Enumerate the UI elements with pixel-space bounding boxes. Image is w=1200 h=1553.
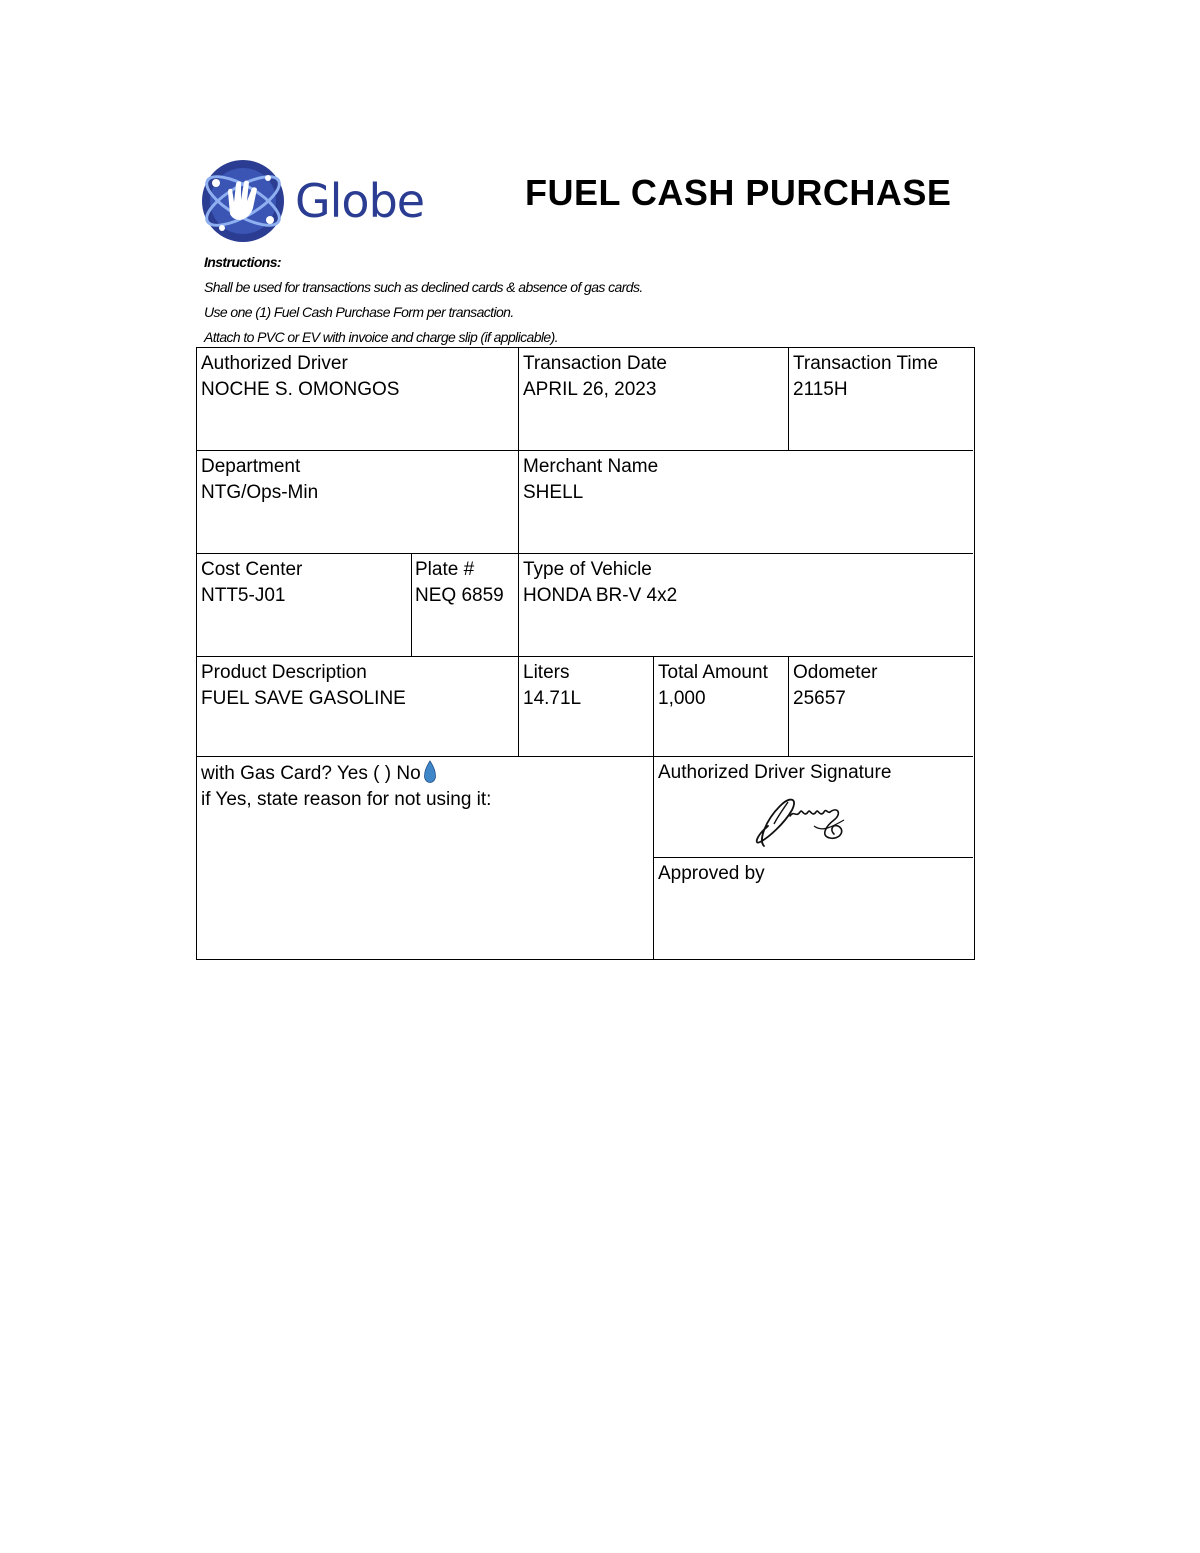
- gas-card-question-text: with Gas Card? Yes ( ) No: [201, 763, 421, 784]
- liters-cell: [519, 657, 654, 757]
- vehicle-type-value: HONDA BR-V 4x2: [523, 585, 678, 606]
- total-amount-cell: [654, 657, 789, 757]
- odometer-value: 25657: [793, 688, 846, 709]
- product-description-label: Product Description: [201, 662, 367, 683]
- transaction-date-label: Transaction Date: [523, 353, 667, 374]
- total-amount-label: Total Amount: [658, 662, 768, 683]
- department-cell: [197, 451, 519, 554]
- driver-signature-cell: [654, 757, 973, 858]
- instructions: [204, 250, 643, 350]
- gas-card-cell: [197, 757, 654, 959]
- globe-logo-text: Globe: [295, 174, 425, 228]
- department-value: NTG/Ops-Min: [201, 482, 319, 503]
- fuel-cash-purchase-form: [196, 347, 975, 960]
- transaction-date-cell: [519, 348, 789, 451]
- no-mark-icon: [424, 760, 436, 784]
- transaction-time-cell: [789, 348, 973, 451]
- vehicle-type-cell: [519, 554, 973, 657]
- instruction-line: Attach to PVC or EV with invoice and charge slip (if applicable).: [204, 329, 558, 345]
- authorized-driver-label: Authorized Driver: [201, 353, 348, 374]
- department-label: Department: [201, 456, 301, 477]
- product-description-value: FUEL SAVE GASOLINE: [201, 688, 406, 709]
- approved-by-cell: [654, 858, 973, 959]
- instruction-line: Use one (1) Fuel Cash Purchase Form per transaction.: [204, 304, 514, 320]
- driver-signature: [734, 790, 866, 852]
- transaction-date-value: APRIL 26, 2023: [523, 379, 657, 400]
- cost-center-label: Cost Center: [201, 559, 303, 580]
- globe-logo-icon: [200, 158, 286, 244]
- cost-center-value: NTT5-J01: [201, 585, 286, 606]
- plate-cell: [412, 554, 519, 657]
- merchant-name-label: Merchant Name: [523, 456, 659, 477]
- authorized-driver-cell: [197, 348, 519, 451]
- approved-by-label: Approved by: [658, 863, 765, 884]
- odometer-cell: [789, 657, 973, 757]
- gas-card-reason-label: if Yes, state reason for not using it:: [201, 789, 492, 810]
- globe-logo: [200, 158, 430, 244]
- authorized-driver-value: NOCHE S. OMONGOS: [201, 379, 400, 400]
- form-title: FUEL CASH PURCHASE: [525, 172, 952, 213]
- gas-card-question: [201, 760, 649, 787]
- plate-label: Plate #: [415, 559, 475, 580]
- liters-label: Liters: [523, 662, 570, 683]
- odometer-label: Odometer: [793, 662, 878, 683]
- instructions-heading: Instructions:: [204, 254, 281, 270]
- transaction-time-value: 2115H: [793, 379, 848, 400]
- vehicle-type-label: Type of Vehicle: [523, 559, 652, 580]
- plate-value: NEQ 6859: [415, 585, 504, 606]
- driver-signature-label: Authorized Driver Signature: [658, 762, 892, 783]
- merchant-name-cell: [519, 451, 973, 554]
- merchant-name-value: SHELL: [523, 482, 584, 503]
- instruction-line: Shall be used for transactions such as declined cards & absence of gas cards.: [204, 279, 643, 295]
- liters-value: 14.71L: [523, 688, 582, 709]
- cost-center-cell: [197, 554, 412, 657]
- total-amount-value: 1,000: [658, 688, 706, 709]
- product-description-cell: [197, 657, 519, 757]
- transaction-time-label: Transaction Time: [793, 353, 939, 374]
